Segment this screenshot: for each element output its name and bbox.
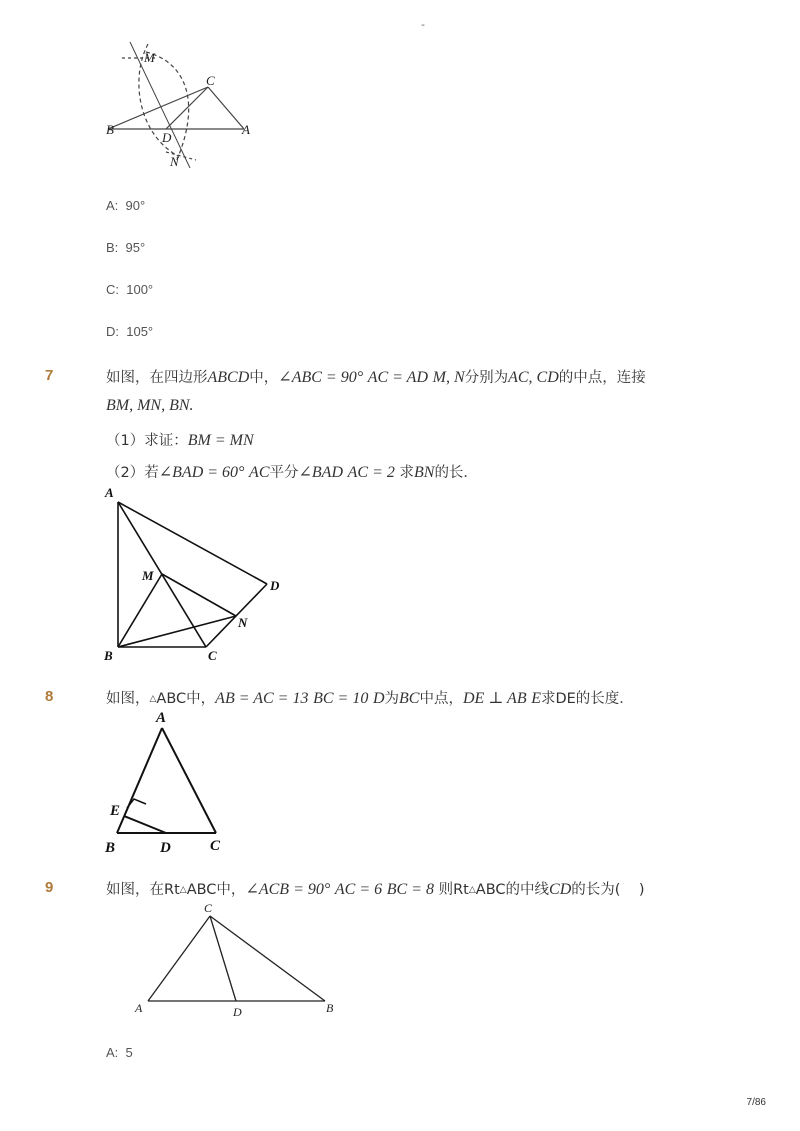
q7-line-1: 如图，在四边形ABCD中，∠ABC = 90° AC = AD M, N分别为AC, CD的中点，连接 bbox=[106, 369, 646, 386]
q7-part-2: （2）若∠BAD = 60° AC平分∠BAD AC = 2 求BN的长． bbox=[106, 464, 478, 481]
segment-CA bbox=[208, 87, 244, 129]
segment-DC bbox=[206, 584, 267, 647]
option-d[interactable]: D: 105° bbox=[106, 324, 154, 339]
q9-line-1: 如图，在Rt△ABC中，∠ACB = 90° AC = 6 BC = 8 则Rt△ABC的中线CD的长为( ) bbox=[106, 881, 645, 898]
label-M: M bbox=[142, 568, 154, 583]
q8-line-1: 如图，△ABC中，AB = AC = 13 BC = 10 D为BC中点，DE ⊥ AB E求DE的长度． bbox=[106, 690, 634, 707]
label-A: A bbox=[105, 485, 114, 500]
label-D: D bbox=[233, 1005, 242, 1019]
option-a[interactable]: A: 90° bbox=[106, 198, 146, 213]
segment-MN bbox=[162, 574, 236, 616]
label-C: C bbox=[204, 901, 213, 915]
label-D: D bbox=[270, 578, 280, 593]
label-E: E bbox=[110, 803, 121, 819]
segment-CD bbox=[166, 87, 208, 129]
q6-figure bbox=[100, 38, 270, 173]
segment-AC bbox=[162, 728, 216, 833]
segment-BM bbox=[118, 574, 162, 647]
label-A: A bbox=[156, 710, 167, 726]
label-B: B bbox=[104, 648, 113, 663]
option-c[interactable]: C: 100° bbox=[106, 282, 154, 297]
segment-AD bbox=[118, 502, 267, 584]
label-D: D bbox=[162, 130, 172, 145]
q7-figure bbox=[100, 484, 290, 664]
label-D: D bbox=[160, 840, 171, 856]
segment-AB bbox=[117, 728, 162, 833]
q9-option-a[interactable]: A: 5 bbox=[106, 1045, 133, 1060]
question-number-7: 7 bbox=[45, 367, 54, 384]
q8-figure bbox=[100, 708, 230, 858]
arc-right bbox=[146, 52, 189, 162]
top-mark: - bbox=[421, 18, 425, 31]
segment-BC bbox=[108, 87, 208, 129]
label-B: B bbox=[106, 122, 114, 137]
q7-line-2: BM, MN, BN. bbox=[106, 397, 194, 414]
label-B: B bbox=[326, 1001, 334, 1015]
segment-CD bbox=[210, 916, 236, 1001]
segment-CA bbox=[148, 916, 210, 1001]
label-C: C bbox=[208, 648, 217, 663]
perpendicular-bisector-MN bbox=[130, 42, 190, 168]
segment-DE bbox=[124, 816, 166, 833]
label-N: N bbox=[170, 154, 179, 169]
label-M: M bbox=[144, 50, 155, 65]
page-number: 7/86 bbox=[746, 1097, 766, 1108]
option-b[interactable]: B: 95° bbox=[106, 240, 146, 255]
label-C: C bbox=[210, 838, 221, 854]
right-angle-mark bbox=[127, 799, 146, 808]
label-C: C bbox=[206, 73, 215, 88]
q7-part-1: （1）求证：BM = MN bbox=[106, 432, 254, 449]
segment-BN bbox=[118, 616, 236, 647]
label-N: N bbox=[238, 615, 248, 630]
question-number-8: 8 bbox=[45, 688, 54, 705]
segment-CB bbox=[210, 916, 325, 1001]
label-A: A bbox=[242, 122, 250, 137]
question-number-9: 9 bbox=[45, 879, 54, 896]
q9-figure bbox=[130, 900, 350, 1025]
label-A: A bbox=[135, 1001, 143, 1015]
label-B: B bbox=[105, 840, 116, 856]
